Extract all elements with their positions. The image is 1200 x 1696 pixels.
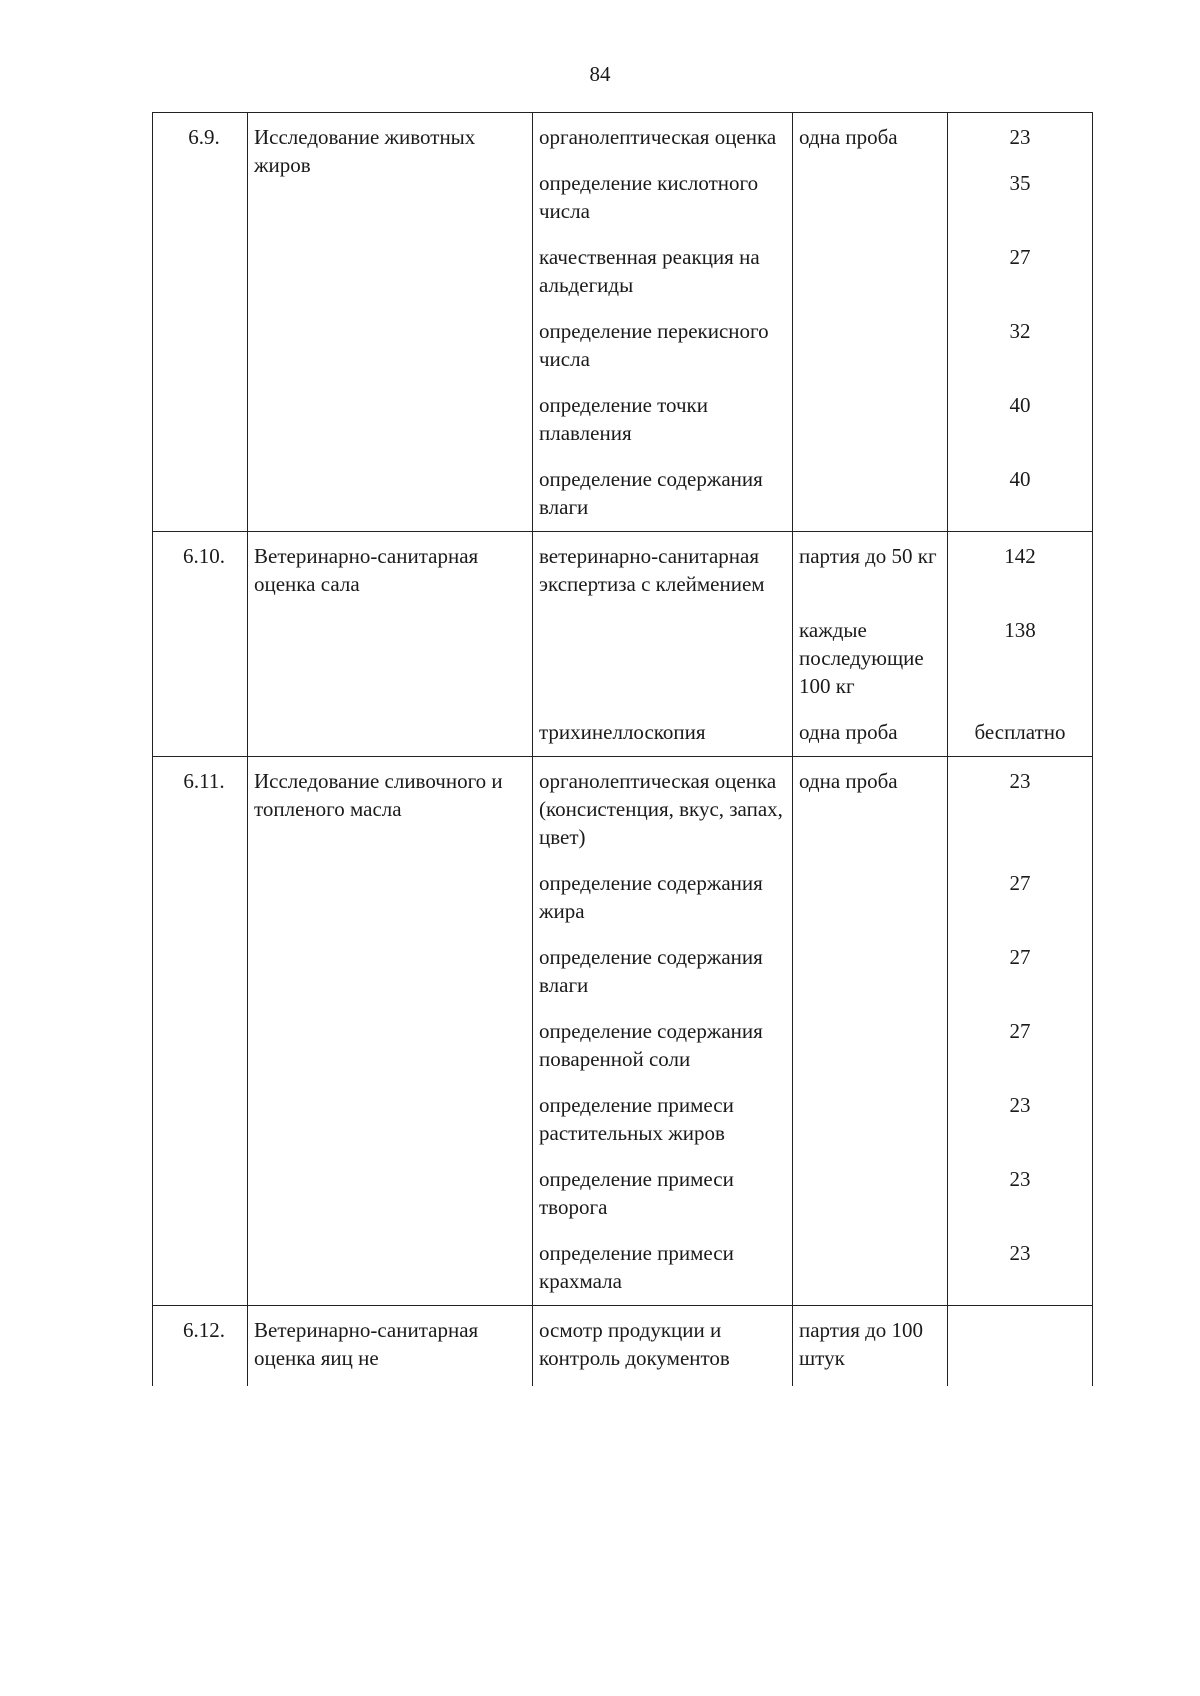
price-cell: 23	[948, 757, 1093, 852]
item-number: 6.9.	[153, 113, 248, 532]
price-cell: 27	[948, 851, 1093, 925]
unit-cell	[793, 373, 948, 447]
service-cell: ветеринарно-санитарная экспертиза с клеймением	[533, 532, 793, 599]
unit-cell: партия до 50 кг	[793, 532, 948, 599]
price-cell: 32	[948, 299, 1093, 373]
unit-cell: одна проба	[793, 700, 948, 757]
service-cell: определение содержания влаги	[533, 925, 793, 999]
service-cell: определение точки плавления	[533, 373, 793, 447]
price-cell	[948, 1306, 1093, 1387]
unit-cell	[793, 851, 948, 925]
unit-cell: одна проба	[793, 113, 948, 152]
item-name: Ветеринарно-санитарная оценка яиц не	[248, 1306, 533, 1387]
price-table-body	[153, 113, 1093, 1387]
price-cell: 27	[948, 925, 1093, 999]
price-cell: 23	[948, 1147, 1093, 1221]
price-cell: 40	[948, 373, 1093, 447]
unit-cell	[793, 999, 948, 1073]
table-row	[153, 113, 1093, 152]
item-name: Исследование животных жиров	[248, 113, 533, 532]
service-cell: определение примеси крахмала	[533, 1221, 793, 1306]
unit-cell	[793, 925, 948, 999]
service-cell: определение примеси растительных жиров	[533, 1073, 793, 1147]
unit-cell	[793, 299, 948, 373]
price-cell: 27	[948, 999, 1093, 1073]
price-cell: 35	[948, 151, 1093, 225]
price-cell: 23	[948, 113, 1093, 152]
service-cell: определение содержания жира	[533, 851, 793, 925]
price-cell: бесплатно	[948, 700, 1093, 757]
price-cell: 138	[948, 598, 1093, 700]
service-cell	[533, 598, 793, 700]
service-cell: определение примеси творога	[533, 1147, 793, 1221]
unit-cell	[793, 1073, 948, 1147]
item-number: 6.11.	[153, 757, 248, 1306]
service-cell: определение перекисного числа	[533, 299, 793, 373]
table-row	[153, 1306, 1093, 1387]
unit-cell	[793, 1147, 948, 1221]
service-cell: качественная реакция на альдегиды	[533, 225, 793, 299]
unit-cell	[793, 1221, 948, 1306]
item-number: 6.10.	[153, 532, 248, 757]
item-number: 6.12.	[153, 1306, 248, 1387]
price-cell: 142	[948, 532, 1093, 599]
unit-cell: каждые последующие 100 кг	[793, 598, 948, 700]
service-cell: трихинеллоскопия	[533, 700, 793, 757]
item-name: Ветеринарно-санитарная оценка сала	[248, 532, 533, 757]
service-cell: определение содержания поваренной соли	[533, 999, 793, 1073]
unit-cell	[793, 151, 948, 225]
unit-cell: партия до 100 штук	[793, 1306, 948, 1387]
table-row	[153, 757, 1093, 852]
unit-cell: одна проба	[793, 757, 948, 852]
service-cell: осмотр продукции и контроль документов	[533, 1306, 793, 1387]
service-cell: определение содержания влаги	[533, 447, 793, 532]
unit-cell	[793, 225, 948, 299]
service-cell: органолептическая оценка	[533, 113, 793, 152]
page-number: 84	[589, 62, 611, 86]
price-cell: 40	[948, 447, 1093, 532]
price-cell: 27	[948, 225, 1093, 299]
service-cell: определение кислотного числа	[533, 151, 793, 225]
price-cell: 23	[948, 1221, 1093, 1306]
table-row	[153, 532, 1093, 599]
service-cell: органолептическая оценка (консистенция, вкус, запах, цвет)	[533, 757, 793, 852]
price-table	[152, 112, 1093, 1386]
price-cell: 23	[948, 1073, 1093, 1147]
item-name: Исследование сливочного и топленого масла	[248, 757, 533, 1306]
unit-cell	[793, 447, 948, 532]
